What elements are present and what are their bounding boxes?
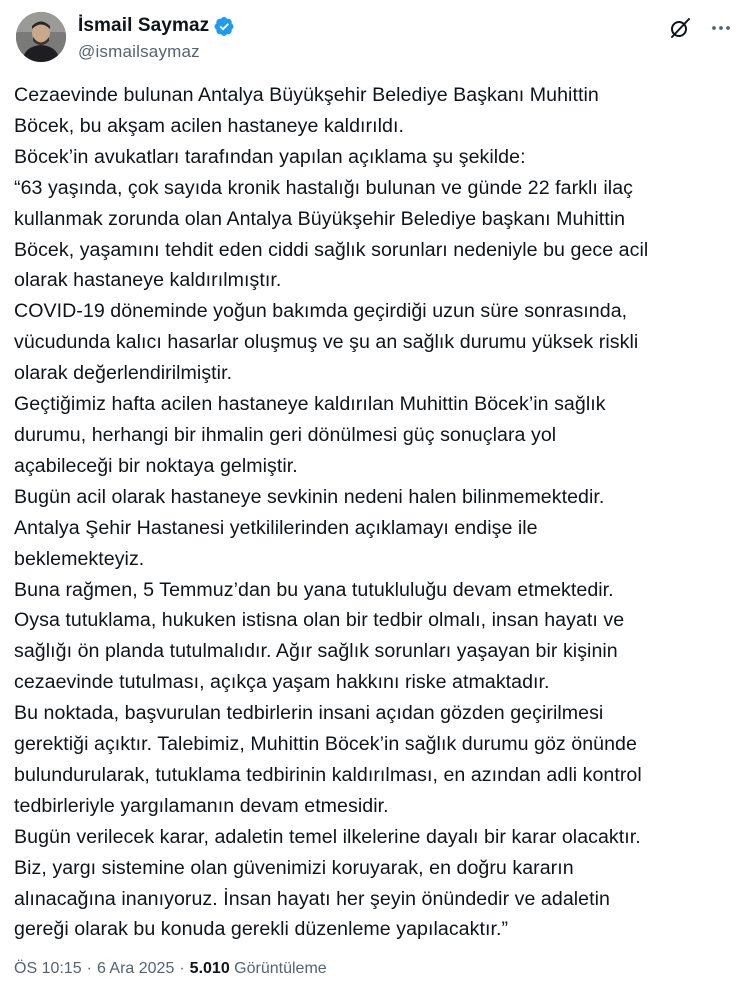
tweet-text-line: “63 yaşında, çok sayıda kronik hastalığı bulunan ve günde 22 farklı ilaç [14, 176, 633, 199]
tweet-date[interactable]: 6 Ara 2025 [96, 960, 175, 977]
tweet-text-line: tedbirleriyle yargılamanın devam etmesidir. [14, 794, 389, 817]
tweet-text-line: durumu, herhangi bir ihmalin geri dönülmesi güç sonuçlara yol [14, 423, 557, 446]
tweet-text-line: Biz, yargı sistemine olan güvenimizi koruyarak, en doğru kararın [14, 856, 574, 879]
tweet-text-line: COVID-19 döneminde yoğun bakımda geçirdiği uzun süre sonrasında, [14, 300, 628, 323]
header-actions [668, 16, 732, 40]
views-count: 5.010 [189, 960, 230, 977]
display-name[interactable]: İsmail Saymaz [78, 15, 210, 36]
tweet-text-line: olarak hastaneye kaldırılmıştır. [14, 269, 282, 292]
tweet-meta [14, 960, 327, 978]
tweet-text-line: Bu noktada, başvurulan tedbirlerin insani açıdan gözden geçirilmesi [14, 702, 604, 725]
meta-separator: · [86, 960, 92, 977]
tweet-text-line: olarak değerlendirilmiştir. [14, 362, 233, 385]
tweet-text-line: açabileceği bir noktaya gelmiştir. [14, 454, 298, 477]
meta-separator: · [179, 960, 185, 977]
avatar[interactable] [16, 12, 66, 62]
tweet-text-line: Buna rağmen, 5 Temmuz’dan bu yana tutukluluğu devam etmektedir. [14, 578, 614, 601]
grok-icon[interactable] [668, 16, 692, 40]
handle[interactable]: @ismailsaymaz [78, 42, 200, 61]
tweet-text-line: sağlığı ön planda tutulmalıdır. Ağır sağlık sorunları yaşayan bir kişinin [14, 640, 618, 663]
tweet-text-line: Bugün acil olarak hastaneye sevkinin nedeni halen bilinmemektedir. [14, 485, 605, 508]
tweet-text-line: Oysa tutuklama, hukuken istisna olan bir tedbir olmalı, insan hayatı ve [14, 609, 625, 632]
tweet-text-line: Böcek, bu akşam acilen hastaneye kaldırıldı. [14, 114, 404, 137]
tweet-text-line: alınacağına inanıyoruz. İnsan hayatı her şeyin önündedir ve adaletin [14, 887, 610, 910]
tweet-text-line: bulundurularak, tutuklama tedbirinin kaldırılması, en azından adli kontrol [14, 763, 642, 786]
tweet-text-line: Böcek, yaşamını tehdit eden ciddi sağlık sorunları nedeniyle bu gece acil [14, 238, 649, 261]
tweet-time[interactable]: ÖS 10:15 [14, 960, 82, 977]
tweet-text-line: gereği olarak bu konuda gerekli düzenleme yapılacaktır.” [14, 918, 509, 941]
verified-badge-icon [214, 16, 235, 37]
tweet-text-line: beklemekteyiz. [14, 547, 145, 570]
tweet-text-line: Geçtiğimiz hafta acilen hastaneye kaldırılan Muhittin Böcek’in sağlık [14, 393, 606, 416]
tweet-text-line: kullanmak zorunda olan Antalya Büyükşehir Belediye başkanı Muhittin [14, 207, 626, 230]
avatar-image [16, 12, 66, 62]
name-row [78, 14, 235, 38]
views-label: Görüntüleme [234, 960, 327, 977]
tweet-text [14, 80, 742, 945]
tweet-text-line: Bugün verilecek karar, adaletin temel ilkelerine dayalı bir karar olacaktır. [14, 825, 641, 848]
tweet-header [14, 12, 736, 64]
tweet-text-line: Antalya Şehir Hastanesi yetkililerinden açıklamayı endişe ile [14, 516, 538, 539]
tweet-text-line: vücudunda kalıcı hasarlar oluşmuş ve şu an sağlık durumu yüksek riskli [14, 331, 639, 354]
author-info [78, 14, 235, 62]
tweet-text-line: Cezaevinde bulunan Antalya Büyükşehir Belediye Başkanı Muhittin [14, 84, 599, 106]
tweet-text-line: gerektiği açıktır. Talebimiz, Muhittin Böcek’in sağlık durumu göz önünde [14, 733, 637, 756]
tweet-text-line: Böcek’in avukatları tarafından yapılan açıklama şu şekilde: [14, 145, 526, 168]
tweet-text-line: cezaevinde tutulması, açıkça yaşam hakkını riske atmaktadır. [14, 671, 550, 694]
more-options-icon[interactable] [710, 17, 732, 39]
